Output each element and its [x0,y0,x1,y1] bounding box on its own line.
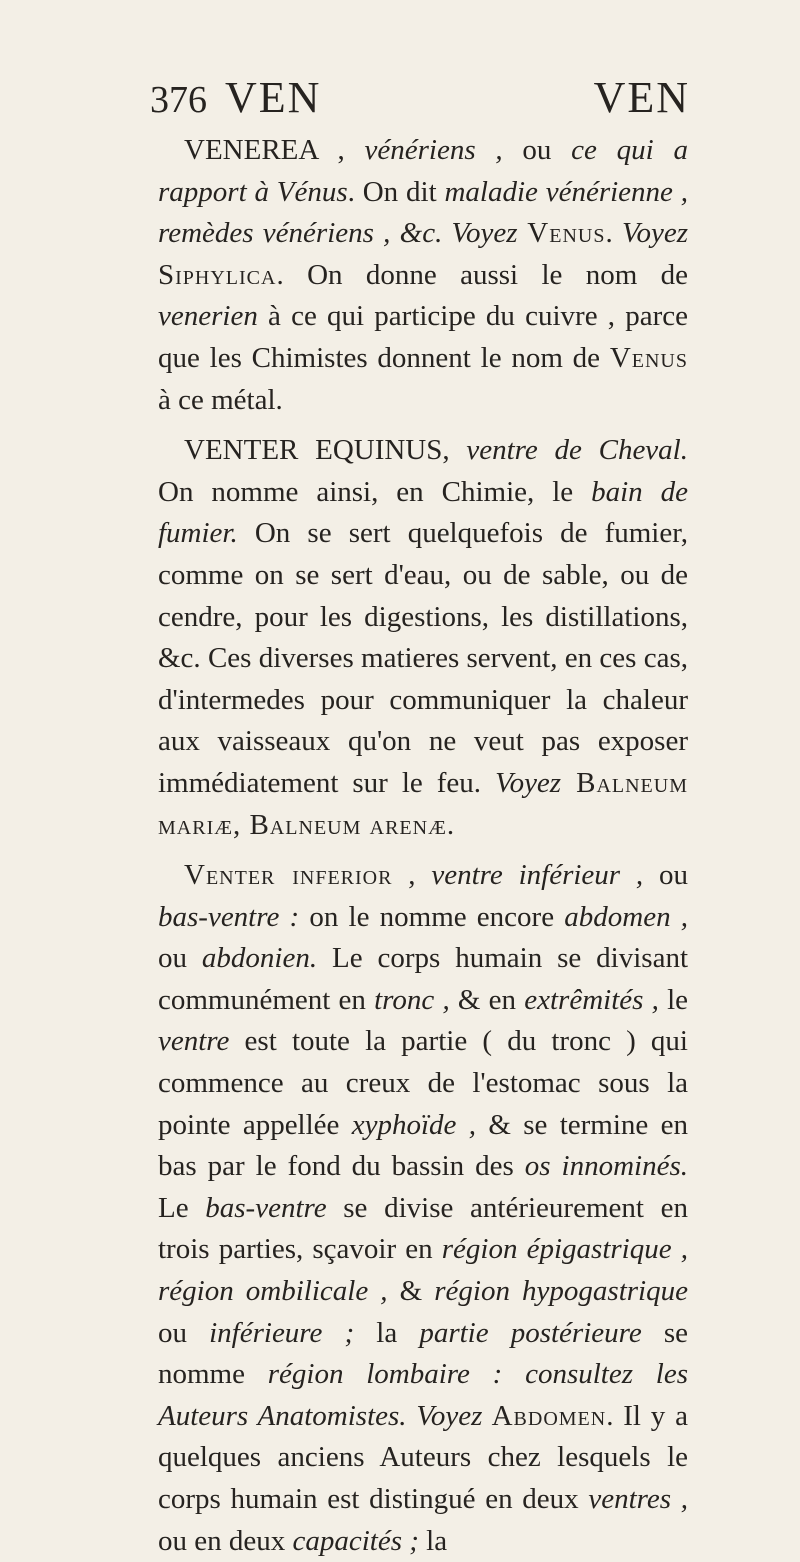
entry-text-segment: le [658,983,689,1016]
entry-text-segment: ventres , [588,1483,688,1515]
entry-text-segment: ventre inférieur , [431,859,644,892]
entry-text-segment: à ce métal. [158,383,283,416]
running-head-left: VEN [225,73,322,122]
entry-text-segment: vénériens , [364,134,523,166]
entry-text-segment: abdomen , [564,900,689,933]
entry-text-segment: & se termine en bas par le fond du bassin des [158,1108,688,1183]
article-body [158,130,688,1562]
entry-text-segment: à ce qui participe du cuivre , parce que les Chimistes donnent le nom de [158,300,688,374]
entry-venerea [158,130,688,421]
entry-text-segment: bas-ventre : [158,900,300,933]
entry-text-segment: ventre de Cheval. [466,434,688,467]
entry-text-segment: Balneum mariæ, Balneum arenæ. [158,766,688,841]
entry-text-segment: . On dit [347,175,445,208]
entry-text-segment: capacités ; [292,1524,419,1557]
entry-text-segment: . Il y a quelques anciens Auteurs chez lesquels le corps humain est distingué en deux [158,1399,688,1515]
entry-text-segment: venerien [158,300,258,333]
entry-text-segment: région épigastrique , région ombilicale , [158,1233,688,1308]
entry-text-segment: Siphylica [158,258,277,291]
entry-text-segment: inférieure ; [209,1316,355,1349]
entry-text-segment: Abdomen [482,1399,607,1432]
entry-text-segment: ou [158,942,202,975]
entry-text-segment: ou [643,859,689,892]
entry-text-segment: xyphoïde , [351,1108,477,1141]
entry-text-segment: tronc , [374,983,450,1016]
entry-text-segment: la [354,1316,420,1349]
entry-text-segment: la [418,1524,448,1557]
entry-text-segment: partie postérieure [419,1316,642,1349]
entry-text-segment: On se sert quelquefois de fumier, comme on se sert d'eau, ou de sable, ou de cendre, pour les digestions, les distillations, &c. Ces diverses matieres servent, en ces cas, d'intermedes pour communiquer la chaleur aux vaisseaux qu'on ne veut pas exposer immédiatement sur le feu. [158,517,688,799]
entry-text-segment: Le [158,1191,206,1224]
entry-text-segment: extrêmités , [524,983,659,1016]
entry-venter-inferior [158,855,688,1562]
page-header [150,70,690,126]
entry-text-segment: on le nomme encore [299,900,565,933]
entry-text-segment: VENEREA , [184,134,365,166]
entry-text-segment: ventre [158,1025,230,1058]
page-number: 376 [150,79,207,121]
entry-text-segment: ou [522,134,572,166]
entry-text-segment: & en [449,983,525,1016]
entry-text-segment: On nomme ainsi, en Chimie, le [158,475,592,508]
entry-text-segment: abdonien. [201,942,318,975]
entry-text-segment: Venus [517,217,606,250]
entry-text-segment: . On donne aussi le nom de [276,258,688,291]
entry-text-segment: Le corps humain se divisant communément en [158,942,688,1016]
entry-text-segment: Voyez [495,766,562,799]
entry-text-segment: os innominés. [524,1150,688,1183]
running-head-right: VEN [593,73,690,122]
entry-text-segment: maladie vénérienne , remèdes vénériens , &c. Voyez [158,175,688,250]
entry-text-segment: Venter inferior [184,859,393,892]
entry-text-segment: bain de fumier. [158,475,688,550]
entry-text-segment: & [387,1275,435,1308]
entry-text-segment: se divise antérieurement en trois parties, sçavoir en [158,1191,688,1266]
entry-text-segment: bas-ventre [205,1191,327,1224]
entry-text-segment: Venus [609,341,688,374]
entry-text-segment: région hypogastrique [434,1275,688,1308]
entry-text-segment: Voyez [621,217,689,250]
entry-venter-equinus [158,430,688,846]
entry-text-segment: ou en deux [158,1524,293,1557]
entry-text-segment: ce qui a rapport à Vénus [158,134,688,208]
entry-text-segment: , [392,859,432,892]
entry-text-segment: région lombaire : consultez les Auteurs Anatomistes. Voyez [158,1358,688,1432]
entry-text-segment: est toute la partie ( du tronc ) qui commence au creux de l'estomac sous la pointe appellée [158,1025,688,1141]
entry-text-segment: VENTER EQUINUS, [184,434,467,467]
entry-text-segment: se nomme [158,1316,688,1391]
entry-text-segment: . [605,217,622,250]
entry-text-segment: ou [158,1316,210,1349]
